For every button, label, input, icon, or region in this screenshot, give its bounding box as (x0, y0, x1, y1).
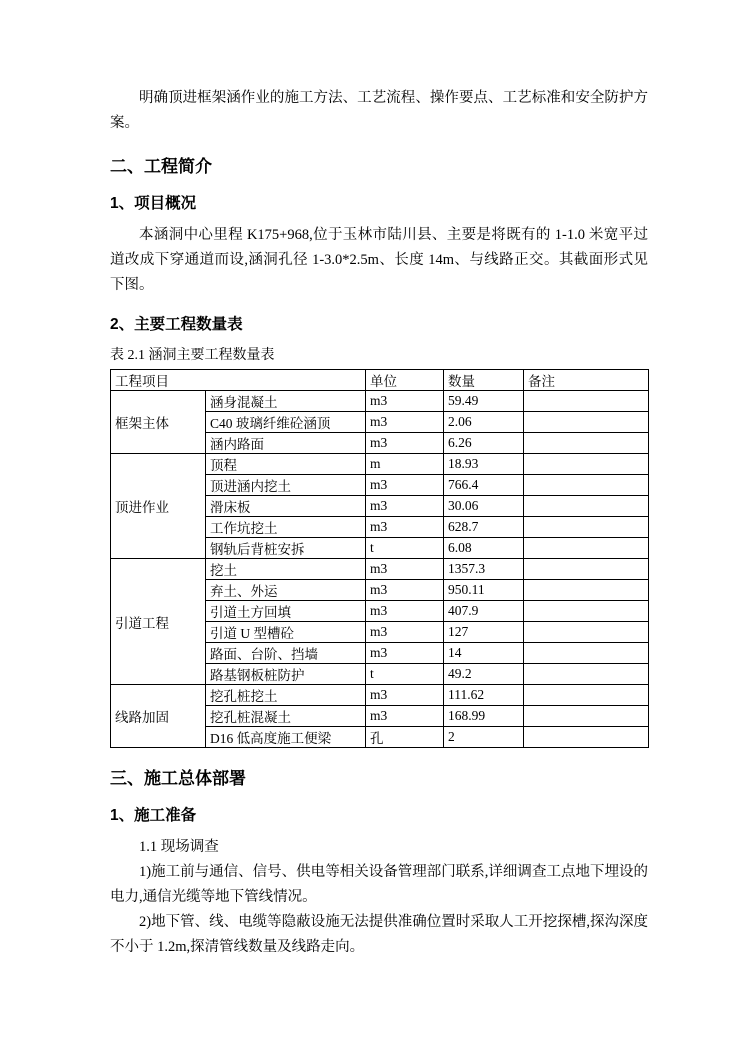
subsection-quantities-heading: 2、主要工程数量表 (110, 316, 243, 333)
table-group-cell: 框架主体 (111, 391, 206, 454)
table-unit-cell: m3 (366, 475, 444, 496)
subsection-project-overview-heading: 1、项目概况 (110, 195, 197, 212)
table-header-cell: 单位 (366, 370, 444, 391)
table-quantity-cell: 6.26 (444, 433, 524, 454)
table-quantity-cell: 111.62 (444, 685, 524, 706)
table-unit-cell: m3 (366, 622, 444, 643)
table-quantity-cell: 30.06 (444, 496, 524, 517)
table-remark-cell (524, 433, 649, 454)
table-item-cell: 顶程 (206, 454, 366, 475)
section-2-heading: 二、工程简介 (110, 157, 212, 176)
table-quantity-cell: 127 (444, 622, 524, 643)
table-item-cell: 涵内路面 (206, 433, 366, 454)
table-remark-cell (524, 601, 649, 622)
table-remark-cell (524, 580, 649, 601)
table-remark-cell (524, 496, 649, 517)
table-quantity-cell: 2 (444, 727, 524, 748)
table-remark-cell (524, 517, 649, 538)
table-item-cell: 涵身混凝土 (206, 391, 366, 412)
table-group-cell: 线路加固 (111, 685, 206, 748)
table-unit-cell: m3 (366, 685, 444, 706)
table-item-cell: 工作坑挖土 (206, 517, 366, 538)
table-item-cell: 钢轨后背桩安拆 (206, 538, 366, 559)
table-unit-cell: m3 (366, 391, 444, 412)
section-3-heading: 三、施工总体部署 (110, 769, 246, 788)
table-item-cell: 引道 U 型槽砼 (206, 622, 366, 643)
quantities-table (110, 369, 649, 748)
intro-paragraph: 明确顶进框架涵作业的施工方法、工艺流程、操作要点、工艺标准和安全防护方案。 (110, 90, 648, 131)
table-group-cell: 引道工程 (111, 559, 206, 685)
subsection-preparation-heading: 1、施工准备 (110, 807, 197, 824)
survey-paragraph-2: 2)地下管、线、电缆等隐蔽设施无法提供准确位置时采取人工开挖探槽,探沟深度不小于 1.2m,探清管线数量及线路走向。 (110, 914, 648, 955)
table-quantity-cell: 18.93 (444, 454, 524, 475)
table-item-cell: 顶进涵内挖土 (206, 475, 366, 496)
table-header (111, 370, 649, 391)
table-unit-cell: t (366, 664, 444, 685)
table-header-cell: 工程项目 (111, 370, 366, 391)
table-row (111, 559, 649, 580)
table-item-cell: 路基钢板桩防护 (206, 664, 366, 685)
table-remark-cell (524, 622, 649, 643)
table-header-row (111, 370, 649, 391)
table-remark-cell (524, 412, 649, 433)
table-unit-cell: m3 (366, 433, 444, 454)
table-item-cell: C40 玻璃纤维砼涵顶 (206, 412, 366, 433)
table-unit-cell: m3 (366, 496, 444, 517)
table-quantity-cell: 628.7 (444, 517, 524, 538)
table-quantity-cell: 1357.3 (444, 559, 524, 580)
table-remark-cell (524, 454, 649, 475)
table-unit-cell: t (366, 538, 444, 559)
table-item-cell: 路面、台阶、挡墙 (206, 643, 366, 664)
table-remark-cell (524, 559, 649, 580)
table-quantity-cell: 49.2 (444, 664, 524, 685)
survey-paragraph-1: 1)施工前与通信、信号、供电等相关设备管理部门联系,详细调查工点地下埋设的电力,通信光缆等地下管线情况。 (110, 864, 648, 905)
table-unit-cell: m3 (366, 706, 444, 727)
table-item-cell: 弃土、外运 (206, 580, 366, 601)
table-quantity-cell: 766.4 (444, 475, 524, 496)
table-remark-cell (524, 643, 649, 664)
table-quantity-cell: 168.99 (444, 706, 524, 727)
table-quantity-cell: 950.11 (444, 580, 524, 601)
table-quantity-cell: 407.9 (444, 601, 524, 622)
table-remark-cell (524, 475, 649, 496)
table-quantity-cell: 2.06 (444, 412, 524, 433)
table-caption: 表 2.1 涵洞主要工程数量表 (110, 348, 275, 363)
site-survey-heading: 1.1 现场调查 (139, 839, 219, 855)
table-unit-cell: 孔 (366, 727, 444, 748)
table-item-cell: 挖孔桩混凝土 (206, 706, 366, 727)
table-remark-cell (524, 391, 649, 412)
table-remark-cell (524, 538, 649, 559)
table-item-cell: 挖土 (206, 559, 366, 580)
table-remark-cell (524, 727, 649, 748)
project-overview-paragraph: 本涵洞中心里程 K175+968,位于玉林市陆川县、主要是将既有的 1-1.0 米宽平过道改成下穿通道而设,涵洞孔径 1-3.0*2.5m、长度 14m、与线路正交。其截面形式见下图。 (110, 227, 648, 293)
table-row (111, 685, 649, 706)
table-unit-cell: m3 (366, 580, 444, 601)
table-header-cell: 备注 (524, 370, 649, 391)
table-unit-cell: m3 (366, 412, 444, 433)
table-quantity-cell: 6.08 (444, 538, 524, 559)
table-unit-cell: m3 (366, 601, 444, 622)
table-quantity-cell: 14 (444, 643, 524, 664)
table-remark-cell (524, 685, 649, 706)
table-remark-cell (524, 706, 649, 727)
table-item-cell: D16 低高度施工便梁 (206, 727, 366, 748)
table-header-cell: 数量 (444, 370, 524, 391)
table-row (111, 391, 649, 412)
table-row (111, 454, 649, 475)
table-remark-cell (524, 664, 649, 685)
table-unit-cell: m3 (366, 517, 444, 538)
table-item-cell: 引道土方回填 (206, 601, 366, 622)
table-item-cell: 滑床板 (206, 496, 366, 517)
table-unit-cell: m3 (366, 559, 444, 580)
table-unit-cell: m3 (366, 643, 444, 664)
table-unit-cell: m (366, 454, 444, 475)
table-item-cell: 挖孔桩挖土 (206, 685, 366, 706)
table-quantity-cell: 59.49 (444, 391, 524, 412)
table-body (111, 391, 649, 748)
table-group-cell: 顶进作业 (111, 454, 206, 559)
